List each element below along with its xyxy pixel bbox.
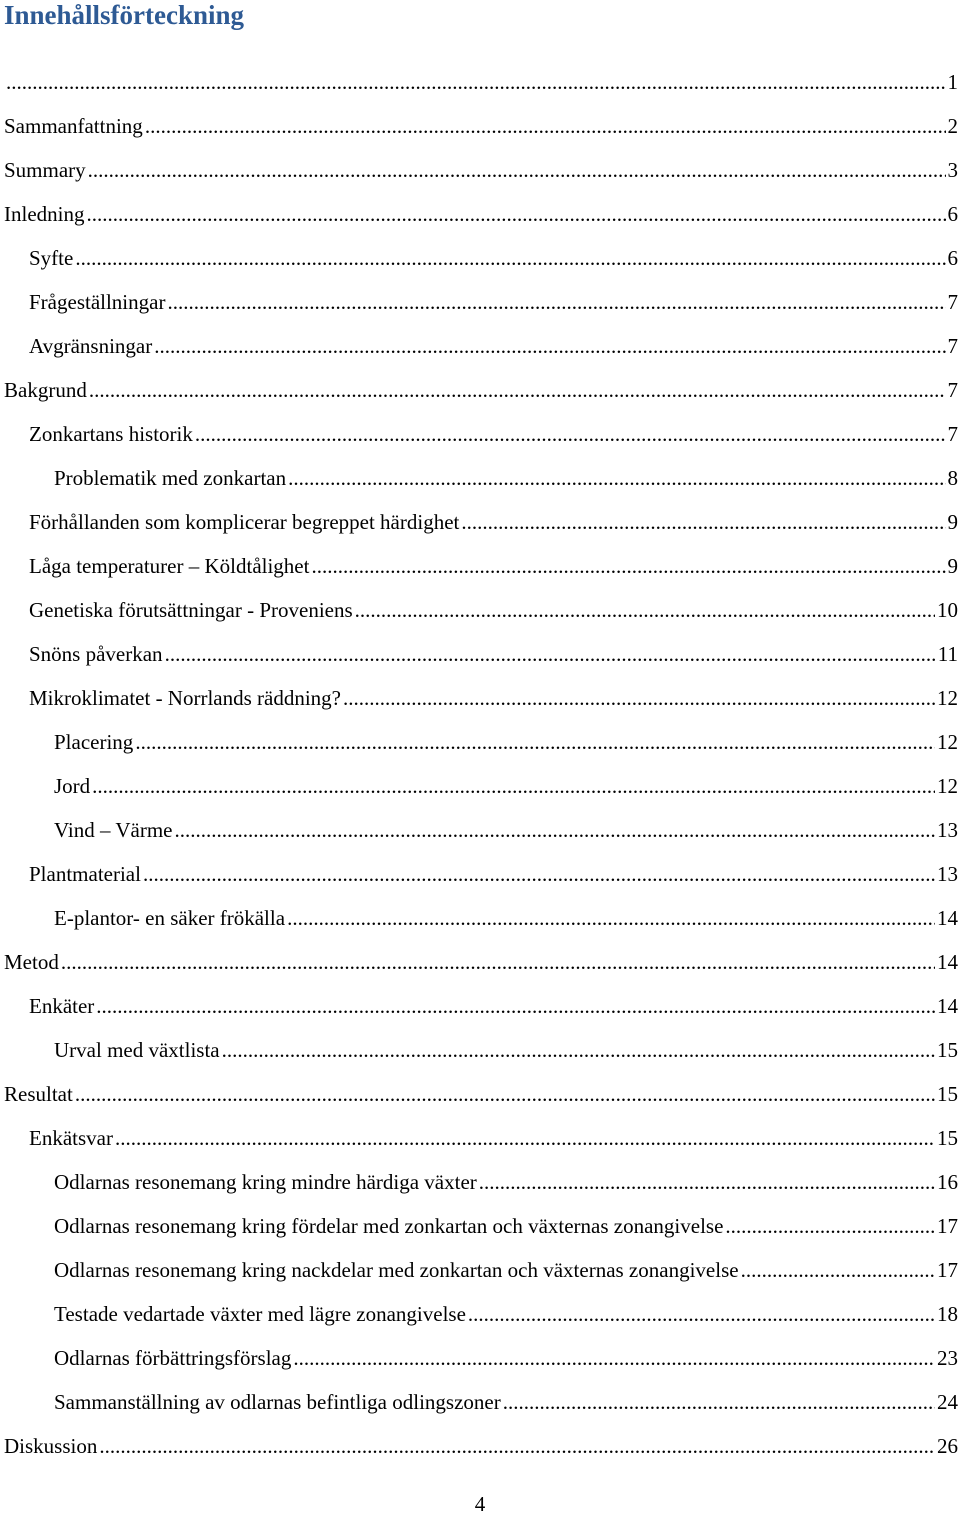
dot-leader (343, 684, 935, 712)
dot-leader (288, 464, 945, 492)
toc-entry[interactable] (54, 816, 958, 844)
toc-entry-label: Förhållanden som komplicerar begreppet härdighet (29, 510, 460, 534)
toc-entry[interactable] (54, 1036, 958, 1064)
toc-entry-label: Metod (4, 950, 59, 974)
toc-entry[interactable] (4, 1080, 958, 1108)
dot-leader (135, 728, 935, 756)
toc-entry-label: E-plantor- en säker frökälla (54, 906, 286, 930)
toc-title: Innehållsförteckning (4, 0, 245, 30)
dot-leader (143, 860, 935, 888)
toc-entry[interactable] (54, 1300, 958, 1328)
dot-leader (154, 332, 945, 360)
toc-entry-label: Resultat (4, 1082, 73, 1106)
toc-entry-label: Zonkartans historik (29, 422, 193, 446)
toc-entry[interactable] (4, 1432, 958, 1460)
toc-entry[interactable] (54, 1168, 958, 1196)
dot-leader (89, 376, 946, 404)
toc-entry-page: 18 (937, 1302, 958, 1326)
dot-leader (479, 1168, 935, 1196)
toc-entry-page: 2 (947, 114, 958, 138)
toc-entry-label: Vind – Värme (54, 818, 173, 842)
dot-leader (145, 112, 946, 140)
toc-entry-label: Inledning (4, 202, 85, 226)
dot-leader (75, 244, 945, 272)
toc-entry[interactable] (29, 860, 958, 888)
toc-entry-label: Enkätsvar (29, 1126, 113, 1150)
toc-entry[interactable] (29, 640, 958, 668)
toc-entry-page: 13 (937, 818, 958, 842)
dot-leader (75, 1080, 935, 1108)
toc-entry[interactable] (29, 1124, 958, 1152)
toc-entry-label: Mikroklimatet - Norrlands räddning? (29, 686, 342, 710)
toc-entry-page: 13 (937, 862, 958, 886)
toc-entry-label: Avgränsningar (29, 334, 153, 358)
dot-leader (311, 552, 945, 580)
toc-entry[interactable] (4, 68, 958, 96)
dot-leader (115, 1124, 935, 1152)
toc-entry-label: Bakgrund (4, 378, 87, 402)
toc-entry-label: Jord (54, 774, 91, 798)
dot-leader (503, 1388, 935, 1416)
toc-entry[interactable] (4, 376, 958, 404)
toc-entry-label: Låga temperaturer – Köldtålighet (29, 554, 310, 578)
toc-entry-page: 15 (937, 1126, 958, 1150)
toc-entry-label: Genetiska förutsättningar - Proveniens (29, 598, 353, 622)
dot-leader (355, 596, 935, 624)
toc-entry-page: 14 (937, 950, 958, 974)
toc-entry[interactable] (29, 992, 958, 1020)
toc-entry-page: 23 (937, 1346, 958, 1370)
toc-entry-page: 6 (947, 246, 958, 270)
toc-entry-label: Plantmaterial (29, 862, 141, 886)
toc-entry[interactable] (54, 1256, 958, 1284)
toc-entry-page: 7 (947, 422, 958, 446)
toc-entry[interactable] (4, 156, 958, 184)
toc-entry-label: Frågeställningar (29, 290, 166, 314)
toc-entry-page: 8 (947, 466, 958, 490)
toc-entry-label: Odlarnas resonemang kring mindre härdiga växter (54, 1170, 477, 1194)
toc-entry-page: 12 (937, 774, 958, 798)
dot-leader (293, 1344, 935, 1372)
toc-entry[interactable] (29, 596, 958, 624)
dot-leader (287, 904, 935, 932)
dot-leader (741, 1256, 935, 1284)
toc-entry-page: 15 (937, 1082, 958, 1106)
toc-entry[interactable] (54, 904, 958, 932)
toc-entry[interactable] (4, 200, 958, 228)
toc-entry-label: Sammanfattning (4, 114, 143, 138)
toc-entry-label: Odlarnas resonemang kring nackdelar med zonkartan och växternas zonangivelse (54, 1258, 739, 1282)
toc-entry[interactable] (4, 112, 958, 140)
dot-leader (92, 772, 935, 800)
toc-entry-page: 7 (947, 290, 958, 314)
toc-entry[interactable] (29, 552, 958, 580)
toc-entry-page: 16 (937, 1170, 958, 1194)
toc-entry-page: 1 (947, 70, 958, 94)
toc-entry-page: 11 (937, 642, 958, 666)
dot-leader (461, 508, 945, 536)
toc-entry-page: 24 (937, 1390, 958, 1414)
toc-entry-page: 10 (937, 598, 958, 622)
toc-entry-label: Enkäter (29, 994, 95, 1018)
toc-entry-label: Testade vedartade växter med lägre zonangivelse (54, 1302, 466, 1326)
toc-entry-label: Placering (54, 730, 134, 754)
toc-entry[interactable] (4, 948, 958, 976)
toc-entry[interactable] (29, 288, 958, 316)
dot-leader (725, 1212, 935, 1240)
toc-entry[interactable] (29, 420, 958, 448)
toc-entry-label: Summary (4, 158, 86, 182)
toc-entry[interactable] (29, 332, 958, 360)
dot-leader (86, 200, 945, 228)
dot-leader (195, 420, 946, 448)
toc-entry-page: 7 (947, 334, 958, 358)
dot-leader (175, 816, 936, 844)
toc-entry[interactable] (54, 728, 958, 756)
dot-leader (165, 640, 936, 668)
toc-entry[interactable] (54, 772, 958, 800)
toc-entry-page: 17 (937, 1258, 958, 1282)
toc-entry[interactable] (29, 244, 958, 272)
dot-leader (468, 1300, 935, 1328)
dot-leader (96, 992, 935, 1020)
toc-entry-page: 14 (937, 994, 958, 1018)
toc-entry-label: Odlarnas förbättringsförslag (54, 1346, 292, 1370)
toc-entry-page: 6 (947, 202, 958, 226)
toc-entry-label: Syfte (29, 246, 74, 270)
toc-entry-page: 26 (937, 1434, 958, 1458)
dot-leader (88, 156, 946, 184)
toc-entry-label: Problematik med zonkartan (54, 466, 287, 490)
toc-entry[interactable] (54, 1344, 958, 1372)
toc-entry-page: 9 (947, 510, 958, 534)
toc-entry-page: 12 (937, 686, 958, 710)
toc-entry-label: Sammanställning av odlarnas befintliga odlingszoner (54, 1390, 501, 1414)
dot-leader (6, 68, 946, 96)
toc-entry-page: 17 (937, 1214, 958, 1238)
dot-leader (99, 1432, 935, 1460)
page-number: 4 (474, 1492, 486, 1516)
dot-leader (222, 1036, 935, 1064)
toc-entry[interactable] (54, 464, 958, 492)
toc-entry-page: 3 (947, 158, 958, 182)
dot-leader (167, 288, 945, 316)
toc-entry[interactable] (54, 1212, 958, 1240)
toc-entry-label: Snöns påverkan (29, 642, 163, 666)
toc-entry[interactable] (29, 508, 958, 536)
toc-entry[interactable] (29, 684, 958, 712)
dot-leader (61, 948, 935, 976)
toc-entry-page: 14 (937, 906, 958, 930)
toc-entry-page: 7 (947, 378, 958, 402)
toc-entry-label: Odlarnas resonemang kring fördelar med zonkartan och växternas zonangivelse (54, 1214, 724, 1238)
toc-entry-label: Urval med växtlista (54, 1038, 220, 1062)
toc-entry-page: 15 (937, 1038, 958, 1062)
toc-entry[interactable] (54, 1388, 958, 1416)
toc-entry-label: Diskussion (4, 1434, 98, 1458)
toc-entry-page: 9 (947, 554, 958, 578)
toc-entry-page: 12 (937, 730, 958, 754)
